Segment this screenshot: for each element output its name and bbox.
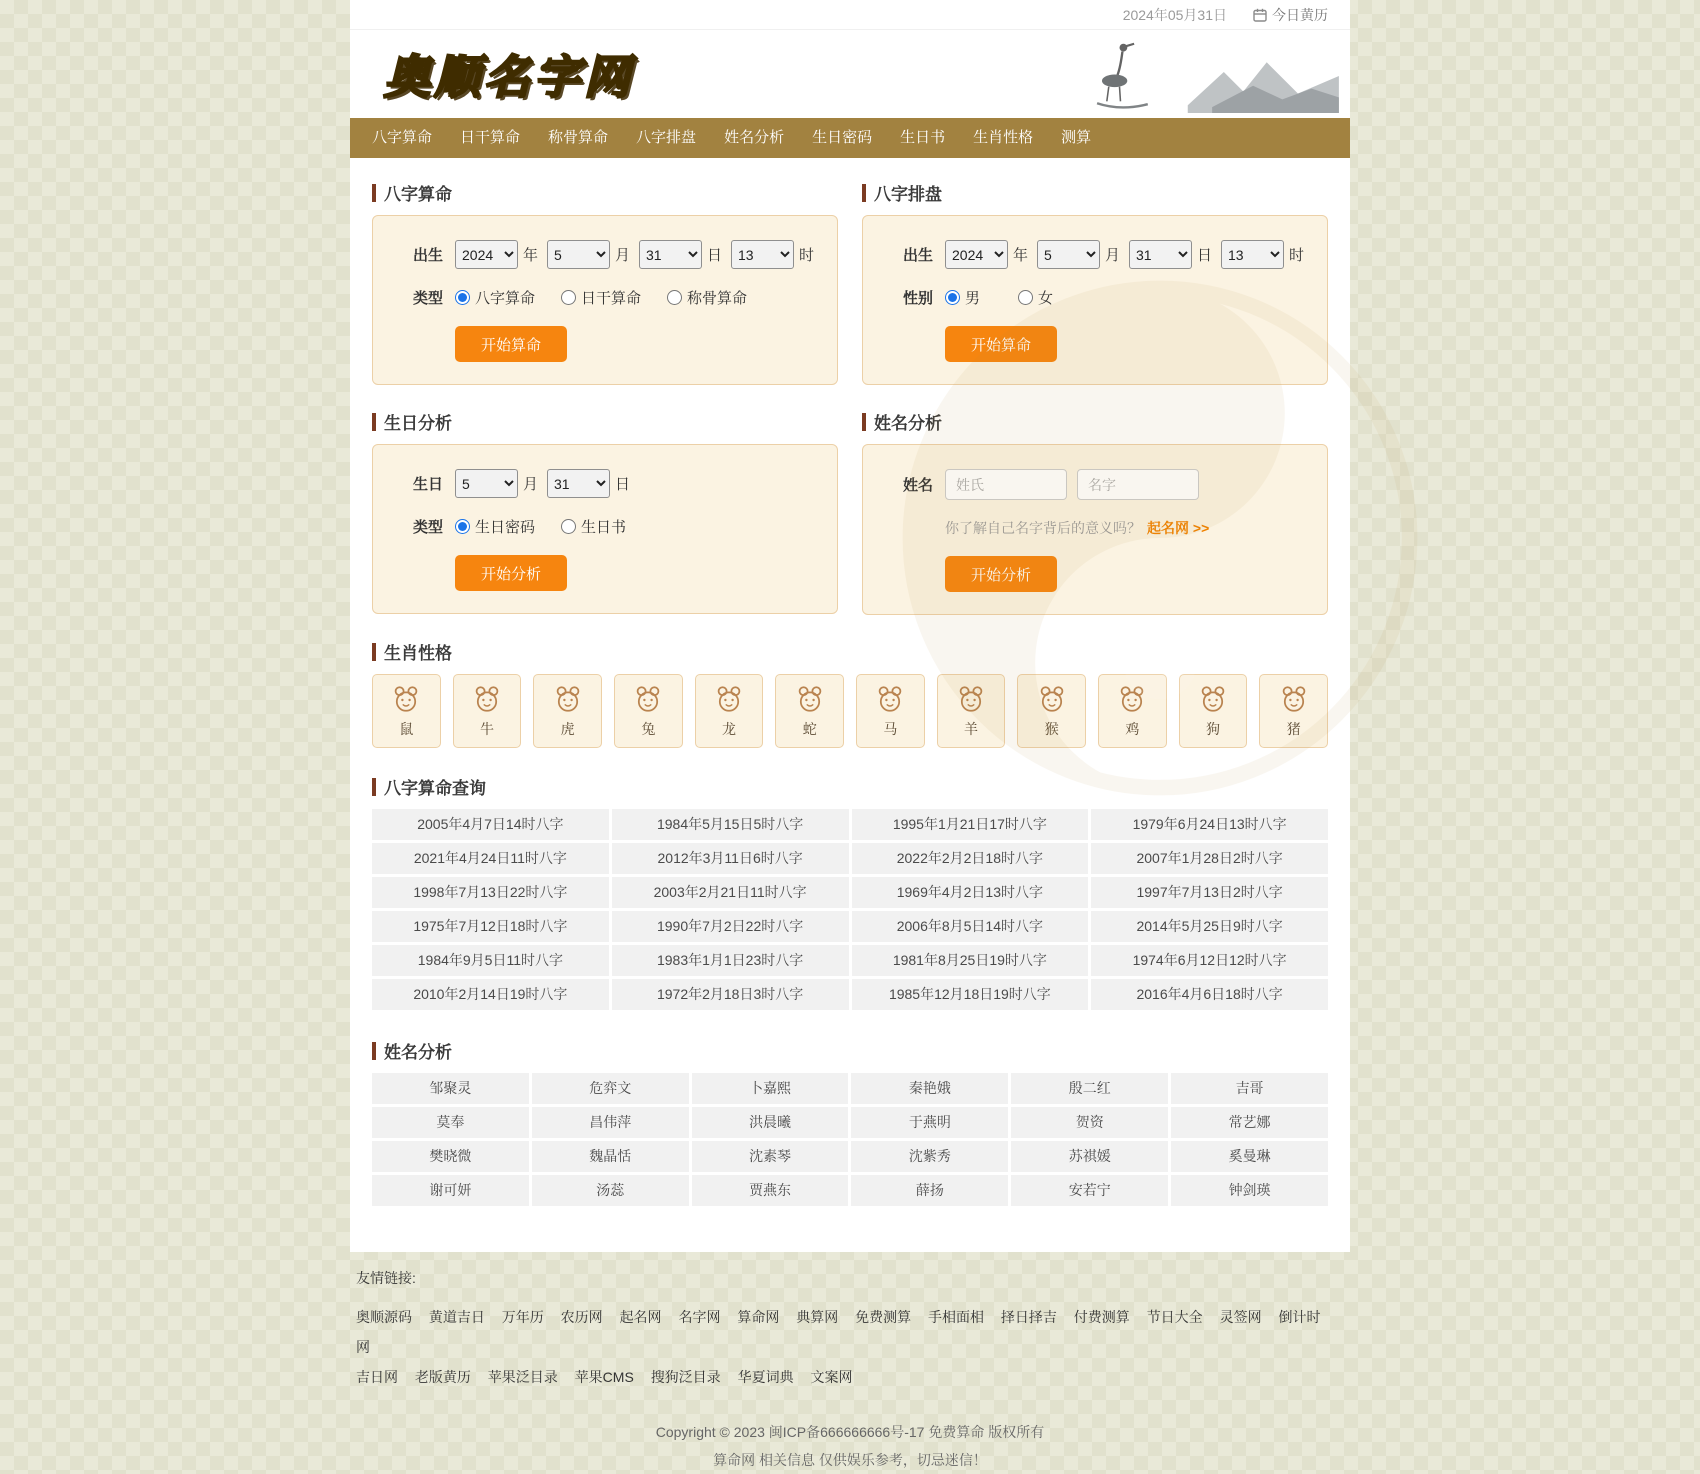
friend-link[interactable]: 万年历	[501, 1309, 544, 1325]
section-title-bazi	[372, 180, 838, 205]
givenname-input[interactable]	[1077, 469, 1199, 500]
zodiac-item-goat[interactable]	[937, 674, 1006, 748]
name-link[interactable]: 薛扬	[851, 1175, 1008, 1206]
zodiac-label: 牛	[480, 720, 494, 737]
bazi-query-link[interactable]: 1979年6月24日13时八字	[1091, 809, 1328, 840]
month-unit: 月	[1104, 247, 1120, 264]
rabbit-icon	[631, 684, 665, 716]
name-form-panel	[862, 444, 1328, 615]
bazi-query-table	[372, 809, 1328, 1010]
site-header	[350, 30, 1350, 118]
zodiac-item-rat[interactable]	[372, 674, 441, 748]
zodiac-label: 马	[883, 720, 898, 737]
main-nav	[350, 118, 1350, 158]
site-logo[interactable]: 奥顺名字网	[384, 51, 634, 103]
birth-label: 出生	[903, 247, 934, 264]
rat-icon	[389, 684, 423, 716]
name-link[interactable]: 沈素琴	[692, 1141, 849, 1172]
section-title-text: 生日分析	[384, 414, 452, 433]
gender-radio-input-female[interactable]	[1018, 290, 1033, 305]
radio-label: 男	[965, 290, 981, 307]
bazi-type-radio-bazi[interactable]	[455, 287, 535, 308]
name-link[interactable]: 钟剑瑛	[1171, 1175, 1328, 1206]
friend-links-row2	[356, 1362, 1344, 1392]
friend-link[interactable]: 吉日网	[356, 1369, 398, 1385]
friend-link[interactable]: 文案网	[810, 1369, 853, 1385]
paipan-year-select[interactable]	[945, 240, 1008, 269]
qiming-link[interactable]: 起名网 >>	[1147, 520, 1210, 536]
friend-link[interactable]: 择日择吉	[1000, 1309, 1057, 1325]
title-bar-decoration	[372, 184, 376, 202]
tiger-icon	[551, 684, 585, 716]
paipan-day-select[interactable]	[1129, 240, 1192, 269]
birthday-day-select[interactable]	[547, 469, 610, 498]
friend-link[interactable]: 典算网	[796, 1309, 839, 1325]
birthday-type-radio-mima[interactable]	[455, 516, 535, 537]
name-link[interactable]: 苏祺媛	[1011, 1141, 1168, 1172]
title-bar-decoration	[862, 413, 866, 431]
zodiac-item-dragon[interactable]	[695, 674, 764, 748]
almanac-link-label: 今日黄历	[1272, 6, 1328, 23]
zodiac-item-ox[interactable]	[453, 674, 522, 748]
friend-link[interactable]: 苹果CMS	[574, 1369, 634, 1385]
bazi-query-link[interactable]: 2012年3月11日6时八字	[612, 843, 849, 874]
bazi-day-select[interactable]	[639, 240, 702, 269]
birthday-type-radio-shu[interactable]	[561, 516, 626, 537]
friend-link[interactable]: 苹果泛目录	[487, 1369, 558, 1385]
friend-link[interactable]: 华夏词典	[737, 1369, 794, 1385]
bazi-type-radio-rigan[interactable]	[561, 287, 641, 308]
nav-item-chenggu-suanming[interactable]: 称骨算命	[548, 129, 609, 146]
bazi-type-radio-input-bazi[interactable]	[455, 290, 470, 305]
zodiac-label: 狗	[1206, 720, 1221, 737]
bazi-query-link[interactable]: 2010年2月14日19时八字	[372, 979, 609, 1010]
nav-item-shengxiao-xingge[interactable]: 生肖性格	[973, 129, 1034, 146]
zodiac-item-monkey[interactable]	[1017, 674, 1086, 748]
birthday-start-button[interactable]: 开始分析	[455, 555, 567, 591]
day-unit: 日	[1196, 247, 1212, 264]
nav-item-shengri-shu[interactable]: 生日书	[900, 129, 946, 146]
gender-radio-input-male[interactable]	[945, 290, 960, 305]
bazi-query-link[interactable]: 2007年1月28日2时八字	[1091, 843, 1328, 874]
dragon-icon	[712, 684, 746, 716]
bazi-type-radio-input-chenggu[interactable]	[667, 290, 682, 305]
section-title-name-list	[372, 1038, 1328, 1063]
bazi-query-link[interactable]: 1984年9月5日11时八字	[372, 945, 609, 976]
friend-link[interactable]: 黄道吉日	[428, 1309, 485, 1325]
section-title-text: 八字算命	[384, 185, 452, 204]
bazi-start-button[interactable]: 开始算命	[455, 326, 567, 362]
paipan-start-button[interactable]: 开始算命	[945, 326, 1057, 362]
friend-link[interactable]: 手相面相	[928, 1309, 985, 1325]
name-link[interactable]: 魏晶恬	[532, 1141, 689, 1172]
name-link[interactable]: 谢可妍	[372, 1175, 529, 1206]
bazi-query-link[interactable]: 1995年1月21日17时八字	[852, 809, 1089, 840]
top-bar	[350, 0, 1350, 30]
name-link[interactable]: 卜嘉熙	[692, 1073, 849, 1104]
section-title-birthday	[372, 409, 838, 434]
radio-label: 生日书	[581, 519, 627, 536]
month-unit: 月	[523, 476, 539, 493]
year-unit: 年	[1012, 247, 1028, 264]
friend-link[interactable]: 农历网	[560, 1309, 603, 1325]
name-link[interactable]: 沈紫秀	[851, 1141, 1008, 1172]
name-link[interactable]: 昌伟萍	[532, 1107, 689, 1138]
nav-item-rigan-suanming[interactable]: 日干算命	[460, 129, 521, 146]
bazi-query-link[interactable]: 1990年7月2日22时八字	[612, 911, 849, 942]
bazi-query-link[interactable]: 1969年4月2日13时八字	[852, 877, 1089, 908]
zodiac-item-tiger[interactable]	[533, 674, 602, 748]
name-link[interactable]: 殷二红	[1011, 1073, 1168, 1104]
bazi-query-link[interactable]: 1997年7月13日2时八字	[1091, 877, 1328, 908]
name-link[interactable]: 安若宁	[1011, 1175, 1168, 1206]
zodiac-grid	[372, 674, 1328, 748]
ox-icon	[470, 684, 504, 716]
almanac-link[interactable]	[1253, 5, 1328, 25]
section-title-text: 生肖性格	[384, 644, 452, 663]
copyright-text: Copyright © 2023 闽ICP备666666666号-17 免费算命 版权所有	[655, 1424, 1045, 1440]
bazi-form-panel	[372, 215, 838, 385]
friend-links-label: 友情链接:	[356, 1270, 416, 1286]
bazi-query-link[interactable]: 1985年12月18日19时八字	[852, 979, 1089, 1010]
name-link[interactable]: 吉哥	[1171, 1073, 1328, 1104]
bazi-type-radio-chenggu[interactable]	[667, 287, 747, 308]
zodiac-label: 鸡	[1125, 720, 1140, 737]
bazi-query-link[interactable]: 2006年8月5日14时八字	[852, 911, 1089, 942]
name-link[interactable]: 危弈文	[532, 1073, 689, 1104]
zodiac-item-rabbit[interactable]	[614, 674, 683, 748]
friend-link[interactable]: 灵签网	[1219, 1309, 1262, 1325]
bazi-query-link[interactable]: 1984年5月15日5时八字	[612, 809, 849, 840]
horse-icon	[873, 684, 907, 716]
bazi-query-link[interactable]: 2005年4月7日14时八字	[372, 809, 609, 840]
birthday-type-radio-input-shu[interactable]	[561, 519, 576, 534]
bazi-query-link[interactable]: 2016年4月6日18时八字	[1091, 979, 1328, 1010]
title-bar-decoration	[862, 184, 866, 202]
bazi-query-link[interactable]: 2014年5月25日9时八字	[1091, 911, 1328, 942]
name-link[interactable]: 常艺娜	[1171, 1107, 1328, 1138]
title-bar-decoration	[372, 1042, 376, 1060]
disclaimer-text: 算命网 相关信息 仅供娱乐参考，切忌迷信！	[713, 1452, 987, 1468]
bazi-query-link[interactable]: 1972年2月18日3时八字	[612, 979, 849, 1010]
bazi-year-select[interactable]	[455, 240, 518, 269]
zodiac-label: 猴	[1044, 720, 1059, 737]
type-label: 类型	[413, 290, 444, 307]
ink-painting	[1092, 35, 1342, 113]
zodiac-label: 蛇	[802, 720, 817, 737]
section-title-text: 姓名分析	[384, 1043, 452, 1062]
nav-item-cesuan[interactable]: 测算	[1061, 129, 1092, 146]
birthday-month-select[interactable]	[455, 469, 518, 498]
name-link[interactable]: 汤蕊	[532, 1175, 689, 1206]
section-title-text: 八字算命查询	[384, 779, 486, 798]
section-title-paipan	[862, 180, 1328, 205]
day-unit: 日	[615, 476, 631, 493]
bazi-query-link[interactable]: 1974年6月12日12时八字	[1091, 945, 1328, 976]
monkey-icon	[1035, 684, 1069, 716]
section-title-zodiac	[372, 639, 1328, 664]
bazi-hour-select[interactable]	[731, 240, 794, 269]
bazi-query-link[interactable]: 1975年7月12日18时八字	[372, 911, 609, 942]
bazi-type-radio-input-rigan[interactable]	[561, 290, 576, 305]
paipan-month-select[interactable]	[1037, 240, 1100, 269]
friend-link[interactable]: 起名网	[619, 1309, 662, 1325]
section-title-text: 姓名分析	[874, 414, 942, 433]
hour-unit: 时	[798, 247, 814, 264]
friend-link[interactable]: 名字网	[678, 1309, 721, 1325]
birth-label: 出生	[413, 247, 444, 264]
zodiac-label: 兔	[641, 720, 656, 737]
friend-link[interactable]: 节日大全	[1146, 1309, 1203, 1325]
birthday-type-radio-input-mima[interactable]	[455, 519, 470, 534]
radio-label: 生日密码	[475, 519, 536, 536]
friend-links-row1	[356, 1302, 1344, 1362]
bazi-query-link[interactable]: 2021年4月24日11时八字	[372, 843, 609, 874]
nav-item-bazi-paipan[interactable]: 八字排盘	[636, 129, 697, 146]
gender-radio-male[interactable]	[945, 287, 980, 308]
dog-icon	[1196, 684, 1230, 716]
zodiac-item-pig[interactable]	[1259, 674, 1328, 748]
surname-input[interactable]	[945, 469, 1067, 500]
name-list-table	[372, 1073, 1328, 1206]
name-hint	[945, 518, 1313, 538]
gender-label: 性别	[903, 290, 934, 307]
title-bar-decoration	[372, 643, 376, 661]
name-link[interactable]: 贾燕东	[692, 1175, 849, 1206]
goat-icon	[954, 684, 988, 716]
name-link[interactable]: 奚曼琳	[1171, 1141, 1328, 1172]
friend-link[interactable]: 算命网	[737, 1309, 780, 1325]
bazi-query-link[interactable]: 1981年8月25日19时八字	[852, 945, 1089, 976]
name-link[interactable]: 邹聚灵	[372, 1073, 529, 1104]
day-unit: 日	[706, 247, 722, 264]
zodiac-item-snake[interactable]	[775, 674, 844, 748]
zodiac-label: 龙	[722, 720, 737, 737]
name-hint-text: 你了解自己名字背后的意义吗？	[945, 520, 1141, 536]
zodiac-label: 虎	[560, 720, 575, 737]
zodiac-item-dog[interactable]	[1179, 674, 1248, 748]
year-unit: 年	[522, 247, 538, 264]
zodiac-label: 羊	[964, 720, 979, 737]
hour-unit: 时	[1288, 247, 1304, 264]
radio-label: 女	[1038, 290, 1054, 307]
friend-link[interactable]: 老版黄历	[414, 1369, 471, 1385]
paipan-hour-select[interactable]	[1221, 240, 1284, 269]
section-title-name	[862, 409, 1328, 434]
friend-link[interactable]: 付费测算	[1073, 1309, 1130, 1325]
bazi-query-link[interactable]: 1998年7月13日22时八字	[372, 877, 609, 908]
pig-icon	[1277, 684, 1311, 716]
name-start-button[interactable]: 开始分析	[945, 556, 1057, 592]
zodiac-label: 鼠	[399, 720, 414, 737]
name-link[interactable]: 莫奉	[372, 1107, 529, 1138]
name-link[interactable]: 樊晓微	[372, 1141, 529, 1172]
calendar-icon	[1253, 8, 1267, 22]
title-bar-decoration	[372, 778, 376, 796]
zodiac-item-rooster[interactable]	[1098, 674, 1167, 748]
name-link[interactable]: 贺资	[1011, 1107, 1168, 1138]
friend-link[interactable]: 搜狗泛目录	[650, 1369, 721, 1385]
section-title-bazi-query	[372, 774, 1328, 799]
birthday-label: 生日	[413, 476, 444, 493]
bazi-query-link[interactable]: 2003年2月21日11时八字	[612, 877, 849, 908]
page-footer	[350, 1252, 1350, 1474]
gender-radio-female[interactable]	[1018, 287, 1053, 308]
bazi-query-link[interactable]: 2022年2月2日18时八字	[852, 843, 1089, 874]
bazi-month-select[interactable]	[547, 240, 610, 269]
month-unit: 月	[614, 247, 630, 264]
nav-item-bazi-suanming[interactable]: 八字算命	[372, 129, 433, 146]
name-link[interactable]: 于燕明	[851, 1107, 1008, 1138]
radio-label: 称骨算命	[687, 290, 748, 307]
birthday-form-panel	[372, 444, 838, 614]
radio-label: 日干算命	[581, 290, 642, 307]
nav-item-shengri-mima[interactable]: 生日密码	[812, 129, 873, 146]
nav-item-xingming-fenxi[interactable]: 姓名分析	[724, 129, 785, 146]
rooster-icon	[1115, 684, 1149, 716]
zodiac-item-horse[interactable]	[856, 674, 925, 748]
title-bar-decoration	[372, 413, 376, 431]
name-link[interactable]: 秦艳娥	[851, 1073, 1008, 1104]
section-title-text: 八字排盘	[874, 185, 942, 204]
name-label: 姓名	[903, 477, 934, 494]
radio-label: 八字算命	[475, 290, 536, 307]
friend-link[interactable]: 免费测算	[855, 1309, 912, 1325]
bazi-query-link[interactable]: 1983年1月1日23时八字	[612, 945, 849, 976]
friend-link[interactable]: 倒计时网	[356, 1309, 1321, 1355]
zodiac-label: 猪	[1286, 720, 1301, 737]
name-link[interactable]: 洪晨曦	[692, 1107, 849, 1138]
friend-link[interactable]: 奥顺源码	[356, 1309, 412, 1325]
paipan-form-panel	[862, 215, 1328, 385]
type-label: 类型	[413, 519, 444, 536]
snake-icon	[793, 684, 827, 716]
current-date: 2024年05月31日	[1122, 6, 1227, 23]
